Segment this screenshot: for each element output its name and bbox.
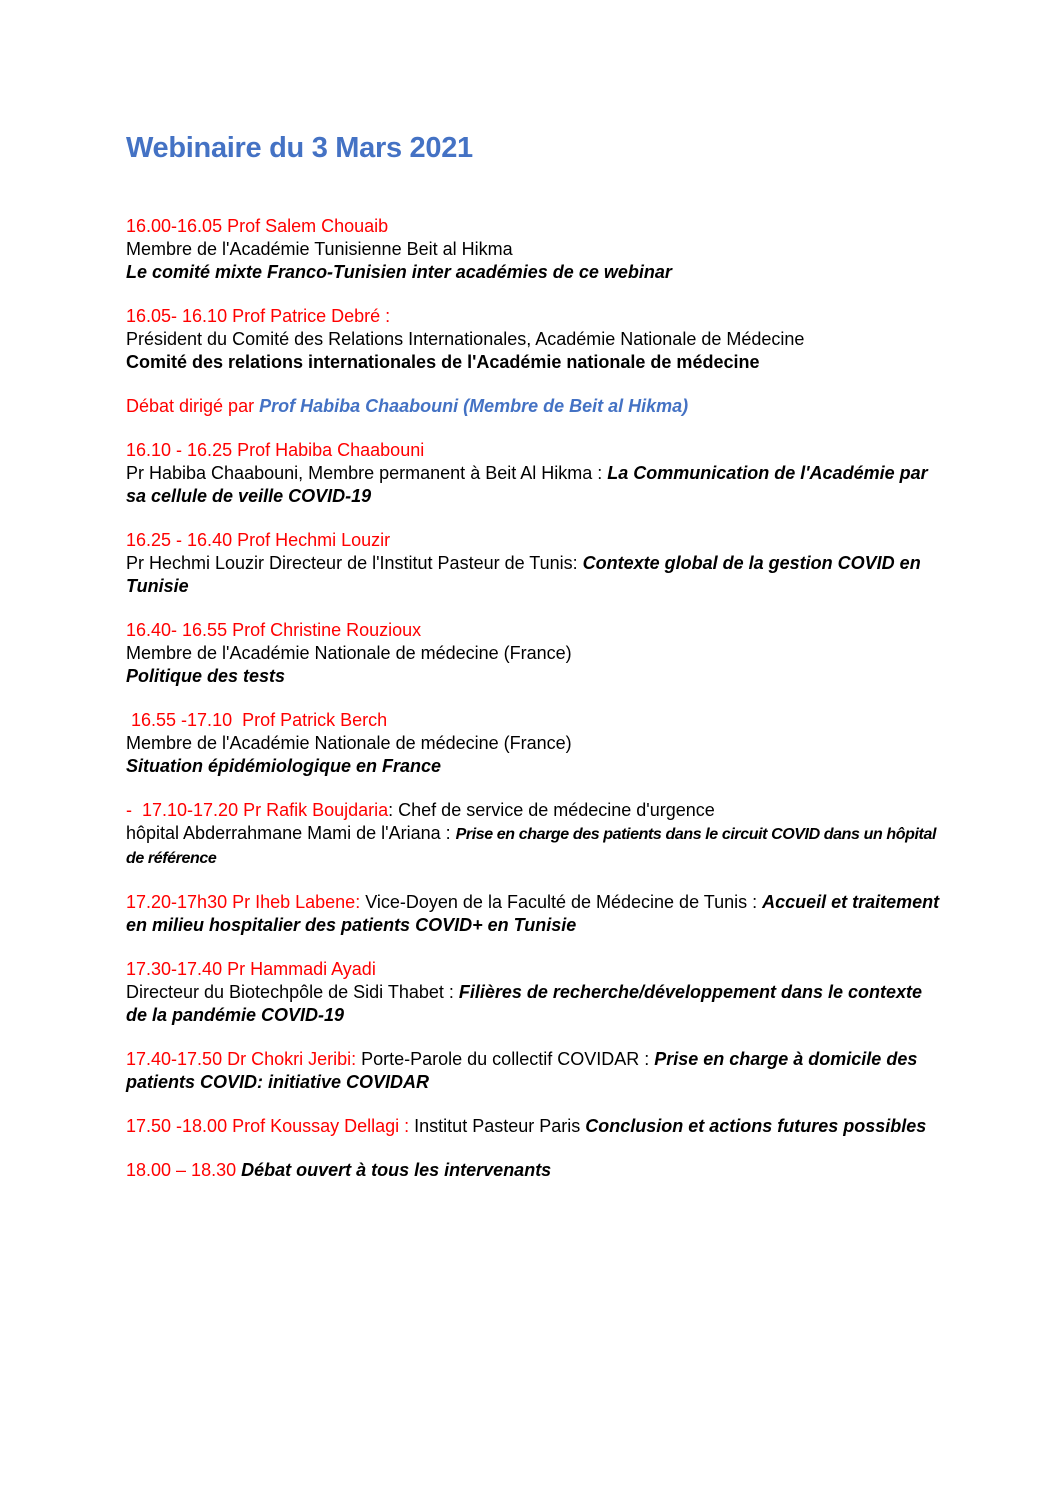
item-topic: Débat ouvert à tous les intervenants [241,1160,552,1180]
item-topic: Politique des tests [126,666,286,686]
item-topic: Prise en charge à domicile des patients COVID: initiative COVIDAR [126,1049,918,1092]
item-heading: 16.05- 16.10 Prof Patrice Debré : [126,306,391,326]
item-role: : Chef de service de médecine d'urgence [388,800,715,820]
item-topic: La Communication de l'Académie par sa cellule de veille COVID-19 [126,463,928,506]
item-heading: 16.40- 16.55 Prof Christine Rouzioux [126,620,422,640]
item-role: Président du Comité des Relations Internationales, Académie Nationale de Médecine [126,329,805,349]
program-item [126,1048,946,1094]
debate-item [126,395,946,418]
debate-moderator: Prof Habiba Chaabouni (Membre de Beit al Hikma) [259,396,689,416]
item-role: Porte-Parole du collectif COVIDAR : [356,1049,655,1069]
program-item [126,891,946,937]
item-heading: 16.25 - 16.40 Prof Hechmi Louzir [126,530,391,550]
item-heading: 17.50 -18.00 Prof Koussay Dellagi : [126,1116,415,1136]
program-item [126,619,946,688]
item-heading: 18.00 – 18.30 [126,1160,242,1180]
item-heading: 16.00-16.05 Prof Salem Chouaib [126,216,389,236]
item-role: Institut Pasteur Paris [414,1116,586,1136]
item-heading: - 17.10-17.20 Pr Rafik Boujdaria [126,800,389,820]
program-item [126,709,946,778]
program-item [126,305,946,374]
program-item [126,439,946,508]
item-topic: Conclusion et actions futures possibles [585,1116,927,1136]
item-role: Membre de l'Académie Tunisienne Beit al Hikma [126,239,513,259]
item-topic: Situation épidémiologique en France [126,756,442,776]
item-topic: Contexte global de la gestion COVID en Tunisie [126,553,921,596]
item-heading: 16.10 - 16.25 Prof Habiba Chaabouni [126,440,425,460]
item-heading: 17.20-17h30 Pr Iheb Labene: [126,892,361,912]
debate-label: Débat dirigé par [126,396,260,416]
item-heading: 17.30-17.40 Pr Hammadi Ayadi [126,959,376,979]
item-role: Pr Habiba Chaabouni, Membre permanent à Beit Al Hikma : [126,463,608,483]
item-topic: Prise en charge des patients dans le circuit COVID dans un hôpital de référence [126,826,937,867]
item-heading: 16.55 -17.10 Prof Patrick Berch [126,710,388,730]
item-role: Directeur du Biotechpôle de Sidi Thabet : [126,982,459,1002]
document-page [126,128,946,1203]
item-role: hôpital Abderrahmane Mami de l'Ariana : [126,823,456,843]
program-item [126,1159,946,1182]
item-topic: Accueil et traitement en milieu hospitalier des patients COVID+ en Tunisie [126,892,940,935]
program-item [126,799,946,870]
program-item [126,215,946,284]
item-role: Membre de l'Académie Nationale de médecine (France) [126,643,572,663]
item-topic: Le comité mixte Franco-Tunisien inter académies de ce webinar [126,262,672,282]
item-role: Pr Hechmi Louzir Directeur de l'Institut Pasteur de Tunis: [126,553,583,573]
item-role: Vice-Doyen de la Faculté de Médecine de Tunis : [360,892,763,912]
page-title: Webinaire du 3 Mars 2021 [126,132,473,164]
program-item [126,529,946,598]
item-topic: Comité des relations internationales de l'Académie nationale de médecine [126,352,760,372]
item-heading: 17.40-17.50 Dr Chokri Jeribi: [126,1049,357,1069]
item-topic: Filières de recherche/développement dans le contexte de la pandémie COVID-19 [126,982,923,1025]
program-item [126,1115,946,1138]
program-item [126,958,946,1027]
item-role: Membre de l'Académie Nationale de médecine (France) [126,733,572,753]
